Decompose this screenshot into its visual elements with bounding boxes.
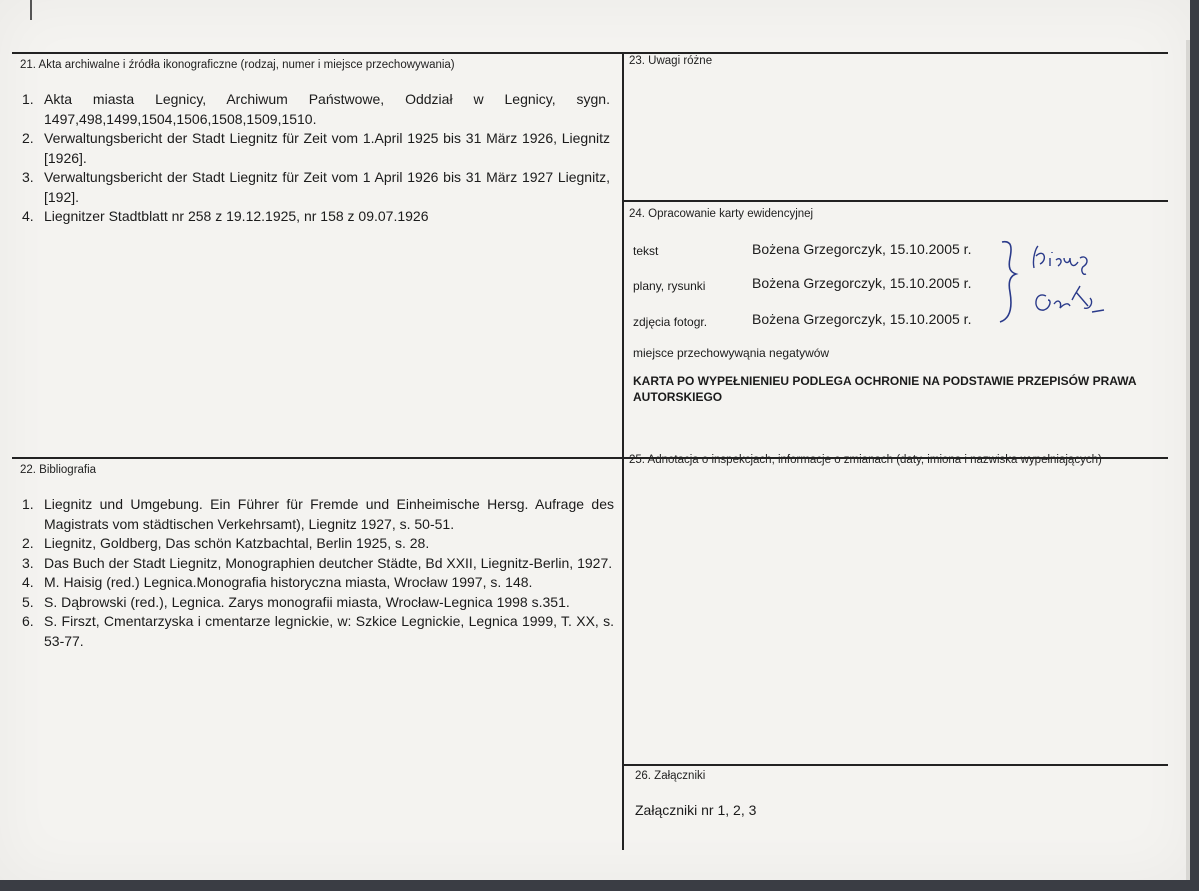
rule-25-26 bbox=[622, 764, 1168, 766]
list-item: 3. Das Buch der Stadt Liegnitz, Monographien deutcher Städte, Bd XXII, Liegnitz-Berlin, 1927. bbox=[22, 554, 613, 571]
list-item: 3. Verwaltungsbericht der Stadt Liegnitz für Zeit vom 1 April 1926 bis 31 März 1927 Liegnitz, [192]. bbox=[22, 169, 610, 205]
section-25-header: 25. Adnotacja o inspekcjach, informacje o zmianach (daty, imiona i nazwiska wypełniających) bbox=[629, 454, 1102, 466]
attachments-value: Załączniki nr 1, 2, 3 bbox=[635, 802, 757, 818]
copyright-notice: KARTA PO WYPEŁNIENIEU PODLEGA OCHRONIE NA PODSTAWIE PRZEPISÓW PRAWA AUTORSKIEGO bbox=[633, 374, 1137, 404]
punch-mark bbox=[30, 0, 32, 20]
top-rule bbox=[12, 52, 1168, 54]
list-item: 1. Liegnitz und Umgebung. Ein Führer für Fremde und Einheimische Hersg. Aufrage des Magistrats vom städtischen Verkehrsamt), Liegnitz 1927, s. 50-51. bbox=[22, 496, 614, 532]
row-value-photos: Bożena Grzegorczyk, 15.10.2005 r. bbox=[752, 311, 972, 327]
row-value-text: Bożena Grzegorczyk, 15.10.2005 r. bbox=[752, 241, 972, 257]
rule-23-24 bbox=[622, 200, 1168, 202]
list-item: 5. S. Dąbrowski (red.), Legnica. Zarys monografii miasta, Wrocław-Legnica 1998 s.351. bbox=[22, 593, 570, 610]
row-label-photos: zdjęcia fotogr. bbox=[633, 315, 708, 329]
section-22-header: 22. Bibliografia bbox=[20, 464, 97, 476]
row-label-plans: plany, rysunki bbox=[633, 279, 706, 293]
list-item: 2. Liegnitz, Goldberg, Das schön Katzbachtal, Berlin 1925, s. 28. bbox=[22, 535, 430, 551]
list-item: 4. M. Haisig (red.) Legnica.Monografia historyczna miasta, Wrocław 1997, s. 148. bbox=[22, 574, 533, 590]
negatives-label: miejsce przechowywąnia negatywów bbox=[633, 346, 830, 360]
list-item: 2. Verwaltungsbericht der Stadt Liegnitz für Zeit vom 1.April 1925 bis 31 März 1926, Liegnitz [1926]. bbox=[22, 130, 610, 166]
list-item: 1. Akta miasta Legnicy, Archiwum Państwowe, Oddział w Legnicy, sygn. 1497,498,1499,1504,1506,1508,1509,1510. bbox=[22, 91, 610, 127]
center-divider bbox=[622, 52, 624, 850]
handwritten-signature bbox=[998, 234, 1128, 330]
list-item: 6. S. Firszt, Cmentarzyska i cmentarze legnickie, w: Szkice Legnickie, Legnica 1999, T. XX, s. 53-77. bbox=[22, 613, 614, 649]
row-value-plans: Bożena Grzegorczyk, 15.10.2005 r. bbox=[752, 275, 972, 291]
section-23-header: 23. Uwagi różne bbox=[629, 55, 713, 67]
section-26-header: 26. Załączniki bbox=[635, 770, 706, 782]
section-21-header: 21. Akta archiwalne i źródła ikonograficzne (rodzaj, numer i miejsce przechowywania) bbox=[20, 59, 455, 71]
bibliography-list bbox=[19, 495, 614, 651]
section-24-header: 24. Opracowanie karty ewidencyjnej bbox=[629, 208, 814, 220]
row-label-text: tekst bbox=[633, 244, 659, 258]
archival-list bbox=[19, 90, 610, 227]
list-item: 4. Liegnitzer Stadtblatt nr 258 z 19.12.1925, nr 158 z 09.07.1926 bbox=[22, 208, 429, 224]
card-edge bbox=[1186, 40, 1190, 880]
